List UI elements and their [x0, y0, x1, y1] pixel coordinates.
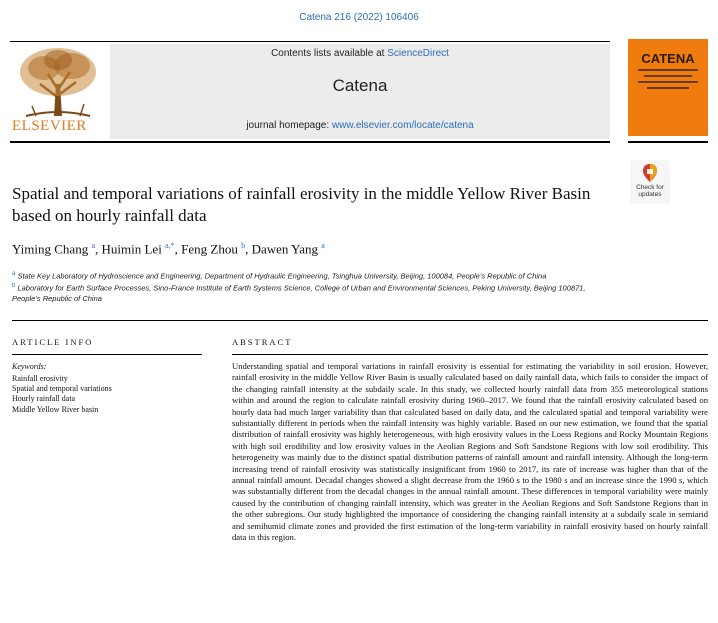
crossmark-icon [642, 163, 658, 183]
check-for-updates-button[interactable] [630, 160, 670, 204]
keyword-item: Rainfall erosivity [12, 374, 68, 383]
keyword-item: Hourly rainfall data [12, 394, 76, 404]
keywords-label: Keywords: [12, 362, 47, 371]
article-info-rule [12, 354, 202, 355]
journal-citation[interactable]: Catena 216 (2022) 106406 [299, 12, 419, 23]
cover-bottom-rule [628, 141, 708, 143]
author-list: Yiming Chang $^a$, Huimin Lei $^{a,*}$, Feng Zhou $^b$, Dawen Yang $^a$ [12, 241, 325, 257]
author-name[interactable]: Huimin Lei [101, 241, 162, 257]
keyword-item: Middle Yellow River basin [12, 404, 99, 414]
sciencedirect-link[interactable]: ScienceDirect [387, 48, 449, 59]
journal-name: Catena [332, 76, 388, 95]
contents-prefix: Contents lists available at [271, 48, 388, 59]
article-title: Spatial and temporal variations of rainfall erosivity in the middle Yellow River Basin based on hourly rainfall data [12, 184, 591, 225]
keyword-item: Spatial and temporal variations [12, 384, 112, 394]
elsevier-wordmark[interactable]: ELSEVIER [12, 118, 87, 134]
author-name[interactable]: Feng Zhou [181, 241, 238, 257]
author-affil-marker[interactable]: a,* [165, 241, 175, 250]
section-separator [12, 320, 708, 321]
check-for-updates-label: Check for updates [636, 184, 664, 198]
author-affil-marker[interactable]: a [321, 241, 325, 250]
author-affil-marker[interactable]: b [241, 241, 246, 250]
homepage-link[interactable]: www.elsevier.com/locate/catena [331, 120, 474, 131]
abstract-text: Understanding spatial and temporal variations in rainfall erosivity is essential for estimating the variability in soil erosion. However, rainfall erosivity in the middle Yellow River Basin is usually calculated based on daily rainfall data, which fails to consider the impact of the changing rainfall intensity at the subdaily scale. In this study, we collected hourly rainfall data from 355 meteorological stations within and around the region to calculate rainfall erosivity during 1960–2017. We found that the rainfall erosivity calculated based on hourly data had much larger variability than that calculated based on daily data, and the calculated spatial and temporal variability were substantially different in periods when the rainfall intensity was highly variable. Based on our new estimation, we found that the spatial distribution of rainfall erosivity was highly heterogeneous, with high erosivity values in the Loess Regions and Rocky Mountain Regions with high soil erodibility and low erosivity values in the Aeolian Regions and Soft Sandstone Regions with low soil erodibility. This heterogeneity was mainly due to the distinct spatial distribution patterns of rainfall amount and rainfall intensity. Although the long-term increasing trend of rainfall erosivity was statistically insignificant from 1960 to 2017, its rate of increase was higher than that of the annual rainfall amount. Decadal changes showed a slight decrease from the 1960 s to the 1980 s and an increase since the 1990 s, which was substantially different from the decadal changes in the annual rainfall amount. These differences in temporal variability were mainly caused by the contribution of changing rainfall intensity, which was greater in the Aeolian Regions and Soft Sandstone Regions than in the other subregions. Our study highlighted the importance of considering the changing rainfall intensity at a subdaily scale in semiarid and semihumid climate zones and provided the first estimation of the long-term variability in rainfall erosivity based on hourly rainfall data in this region. [232, 361, 708, 543]
journal-cover-thumbnail[interactable] [628, 39, 708, 136]
cover-text-lines [638, 69, 698, 93]
article-info-heading: ARTICLE INFO [12, 337, 94, 347]
header-top-rule [10, 41, 610, 42]
abstract-rule [232, 354, 708, 355]
abstract-heading: ABSTRACT [232, 337, 293, 347]
author-name[interactable]: Yiming Chang [12, 241, 89, 257]
homepage-prefix: journal homepage: [246, 120, 332, 131]
keyword-list [12, 374, 112, 415]
cover-title: CATENA [641, 51, 695, 66]
author-affil-marker[interactable]: a [91, 241, 96, 250]
author-name[interactable]: Dawen Yang [251, 241, 319, 257]
contents-line [110, 48, 610, 59]
homepage-line [110, 120, 610, 131]
header-bottom-rule [10, 141, 610, 143]
affiliation: $^a$ State Key Laboratory of Hydroscience and Engineering, Department of Hydraulic Engineering, Tsinghua University, Beijing, 100084, People’s Republic of China [12, 271, 547, 281]
affiliation: $^b$ Laboratory for Earth Surface Processes, Sino-France Institute of Earth Systems Science, College of Urban and Environmental Sciences, Peking University, Beijing 100871, People’s Republic of China [12, 283, 586, 303]
